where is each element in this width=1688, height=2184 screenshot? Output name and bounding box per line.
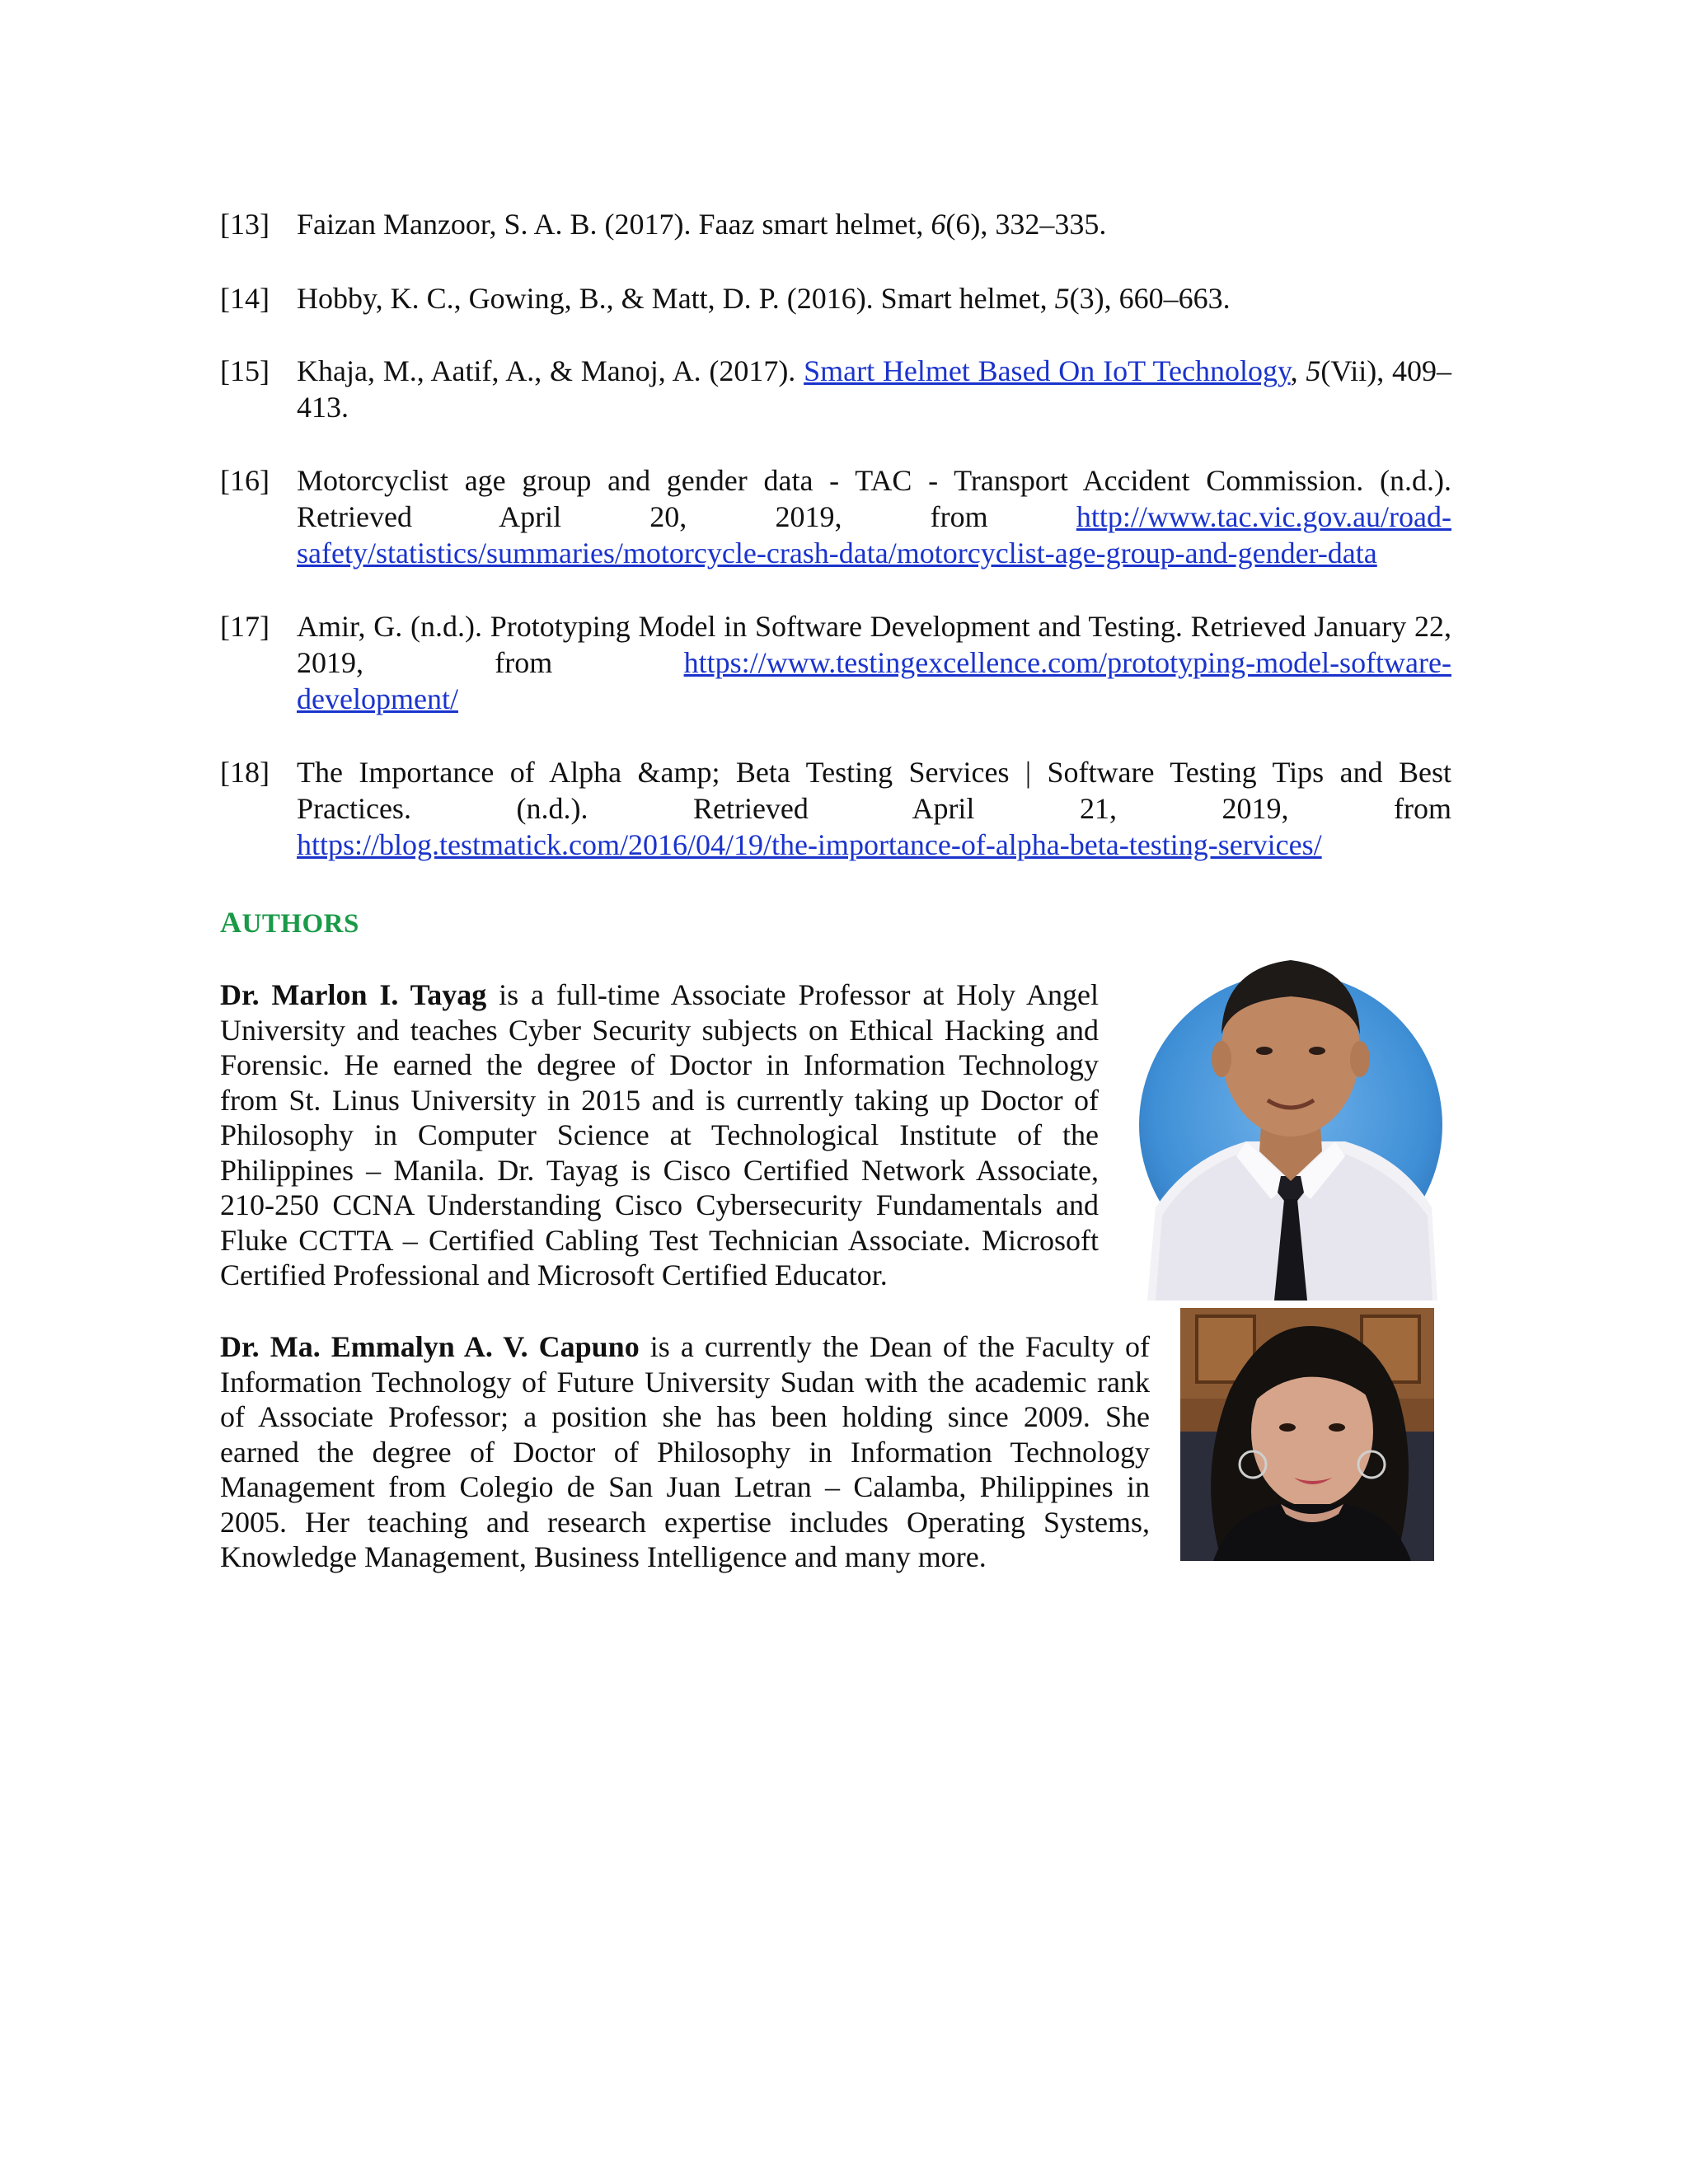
author-bio-capuno: Dr. Ma. Emmalyn A. V. Capuno is a currently the Dean of the Faculty of Information Technology of Future University Sudan with the academic rank of Associate Professor; a position she has been holding since 2009. She earned the degree of Doctor of Philosophy in Information Technology Management from Colegio de San Juan Letran – Calamba, Philippines in 2005. Her teaching and research expertise includes Operating Systems, Knowledge Management, Business Intelligence and many more. bbox=[220, 1330, 1150, 1573]
reference-link[interactable]: https://blog.testmatick.com/2016/04/19/the-importance-of-alpha-beta-testing-services/ bbox=[297, 828, 1322, 861]
authors-heading: AUTHORS bbox=[220, 906, 359, 939]
reference-link[interactable]: development/ bbox=[297, 682, 458, 715]
reference-link[interactable]: Smart Helmet Based On IoT Technology bbox=[804, 354, 1291, 387]
author-bio-tayag: Dr. Marlon I. Tayag is a full-time Associate Professor at Holy Angel University and teaches Cyber Security subjects on Ethical Hacking and Forensic. He earned the degree of Doctor in Information Technology from St. Linus University in 2015 and is currently taking up Doctor of Philosophy in Computer Science at Technological Institute of the Philippines – Manila. Dr. Tayag is Cisco Certified Network Associate, 210-250 CCNA Understanding Cisco Cybersecurity Fundamentals and Fluke CCTTA – Certified Cabling Test Technician Associate. Microsoft Certified Professional and Microsoft Certified Educator. bbox=[220, 978, 1099, 1291]
reference-link[interactable]: https://www.testingexcellence.com/prototyping-model-software- bbox=[683, 646, 1451, 679]
reference-15: [15] Khaja, M., Aatif, A., & Manoj, A. (2017). Smart Helmet Based On IoT Technology, 5(Vii), 409–413. bbox=[220, 354, 1451, 424]
reference-link[interactable]: safety/statistics/summaries/motorcycle-crash-data/motorcyclist-age-group-and-gender-data bbox=[297, 537, 1377, 569]
reference-link[interactable]: http://www.tac.vic.gov.au/road- bbox=[1076, 500, 1452, 533]
reference-number: [13] bbox=[220, 208, 270, 241]
reference-number: [18] bbox=[220, 756, 270, 789]
reference-number: [16] bbox=[220, 464, 270, 497]
reference-13: [13] Faizan Manzoor, S. A. B. (2017). Faaz smart helmet, 6(6), 332–335. bbox=[220, 208, 1107, 241]
reference-number: [14] bbox=[220, 282, 270, 315]
author-photo-capuno bbox=[1180, 1308, 1434, 1561]
author-photo-tayag bbox=[1139, 935, 1447, 1301]
reference-18: [18] The Importance of Alpha &amp; Beta Testing Services | Software Testing Tips and Best Practices. (n.d.). Retrieved April 21, 2019, from https://blog.testmatick.com/2016/04/19/the-importance-of-alpha-beta-testing-services/ bbox=[220, 756, 1451, 861]
author-name: Dr. Marlon I. Tayag bbox=[220, 978, 487, 1011]
reference-number: [15] bbox=[220, 354, 270, 387]
reference-16: [16] Motorcyclist age group and gender data - TAC - Transport Accident Commission. (n.d.). Retrieved April 20, 2019, from http://www.tac.vic.gov.au/road- safety/statistics/summaries/motorcycle-crash-data/motorcyclist-age-group-and-gender-data bbox=[220, 464, 1452, 569]
author-name: Dr. Ma. Emmalyn A. V. Capuno bbox=[220, 1330, 640, 1363]
reference-14: [14] Hobby, K. C., Gowing, B., & Matt, D. P. (2016). Smart helmet, 5(3), 660–663. bbox=[220, 282, 1231, 315]
reference-number: [17] bbox=[220, 610, 270, 643]
reference-17: [17] Amir, G. (n.d.). Prototyping Model in Software Development and Testing. Retrieved January 22, 2019, from https://www.testingexcellence.com/prototyping-model-software- development/ bbox=[220, 610, 1451, 715]
